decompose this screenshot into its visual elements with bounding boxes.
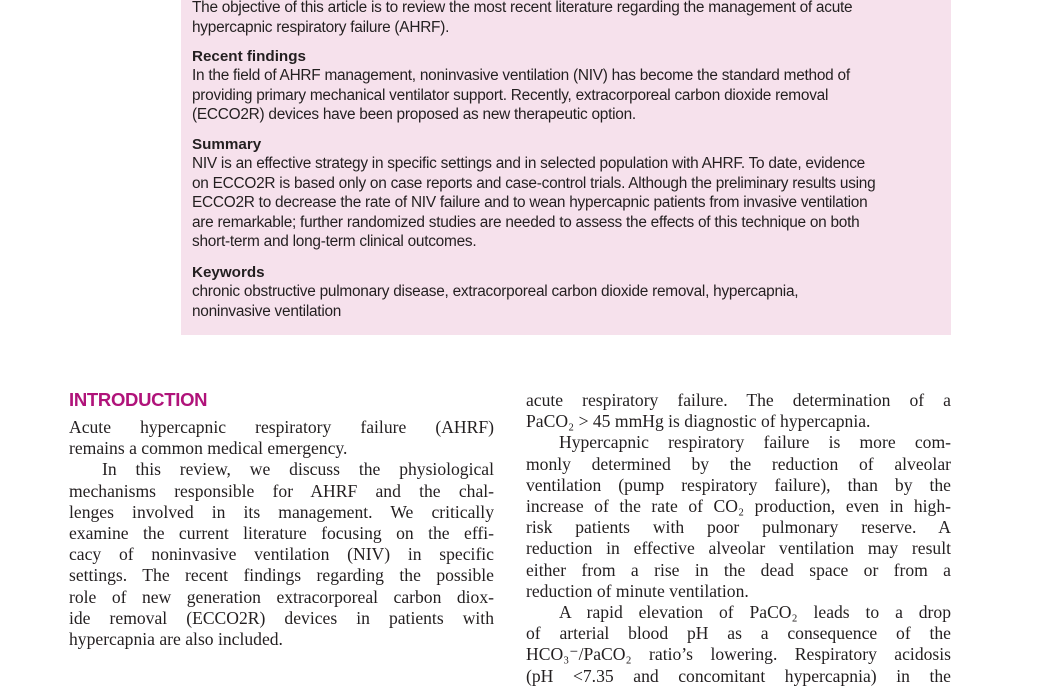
recent-findings-line: In the field of AHRF management, noninvasive ventilation (NIV) has become the standard method of <box>192 67 850 84</box>
body-line: increase of the rate of CO₂ production, even in high- <box>526 496 951 517</box>
body-line: acute respiratory failure. The determination of a <box>526 390 951 410</box>
body-line: either from a rise in the dead space or from a <box>526 559 951 580</box>
summary-line: ECCO2R to decrease the rate of NIV failure and to wean hypercapnic patients from invasive ventilation <box>192 194 868 212</box>
recent-findings-line: providing primary mechanical ventilator support. Recently, extracorporeal carbon dioxide removal <box>192 86 829 104</box>
recent-findings-heading: Recent findings <box>192 48 306 65</box>
body-line: monly determined by the reduction of alveolar <box>526 453 951 474</box>
body-line: hypercapnia are also included. <box>69 629 283 650</box>
body-line: settings. The recent findings regarding the possible <box>69 565 494 586</box>
body-line: of arterial blood pH as a consequence of the <box>526 623 951 644</box>
summary-line: on ECCO2R is based only on case reports and case-control trials. Although the preliminary results using <box>192 174 876 192</box>
summary-line: NIV is an effective strategy in specific settings and in selected population with AHRF. To date, evidence <box>192 155 865 172</box>
body-line: A rapid elevation of PaCO₂ leads to a drop <box>559 602 951 623</box>
body-line: ide removal (ECCO2R) devices in patients with <box>69 607 494 628</box>
introduction-right-column <box>526 390 951 687</box>
body-line: In this review, we discuss the physiological <box>102 459 494 480</box>
keywords-heading: Keywords <box>192 264 265 281</box>
body-line: HCO₃⁻/PaCO₂ ratio’s lowering. Respiratory acidosis <box>526 644 951 665</box>
body-line: remains a common medical emergency. <box>69 438 348 459</box>
body-line: Hypercapnic respiratory failure is more com- <box>559 432 951 453</box>
abstract-summary <box>192 154 927 252</box>
body-line: examine the current literature focusing on the effi- <box>69 523 494 544</box>
keywords-line: chronic obstructive pulmonary disease, extracorporeal carbon dioxide removal, hypercapnia, <box>192 283 799 300</box>
summary-line: are remarkable; further randomized studies are needed to assess the effects of this technique on both <box>192 213 860 231</box>
summary-heading: Summary <box>192 136 262 153</box>
body-line: (pH <7.35 and concomitant hypercapnia) in the <box>526 665 951 686</box>
body-line: role of new generation extracorporeal carbon diox- <box>69 586 494 607</box>
abstract-recent-findings <box>192 66 927 125</box>
introduction-heading: INTRODUCTION <box>69 389 208 410</box>
keywords-line: noninvasive ventilation <box>192 302 342 320</box>
body-line: ventilation (pump respiratory failure), than by the <box>526 474 951 495</box>
body-line: Acute hypercapnic respiratory failure (AHRF) <box>69 417 494 437</box>
body-line: lenges involved in its management. We critically <box>69 501 494 522</box>
body-line: reduction of minute ventilation. <box>526 580 749 601</box>
body-line: risk patients with poor pulmonary reserve. A <box>526 517 951 538</box>
body-line: reduction in effective alveolar ventilation may result <box>526 538 951 559</box>
body-line: cacy of noninvasive ventilation (NIV) in specific <box>69 544 494 565</box>
recent-findings-line: (ECCO2R) devices have been proposed as new therapeutic option. <box>192 106 636 124</box>
abstract-objective <box>192 0 927 37</box>
objective-line: The objective of this article is to review the most recent literature regarding the management of acute <box>192 0 853 16</box>
introduction-left-column <box>69 417 494 650</box>
body-line: PaCO₂ > 45 mmHg is diagnostic of hypercapnia. <box>526 411 871 432</box>
summary-line: short-term and long-term clinical outcomes. <box>192 233 477 251</box>
body-line: mechanisms responsible for AHRF and the chal- <box>69 480 494 501</box>
abstract-keywords <box>192 282 927 321</box>
objective-line: hypercapnic respiratory failure (AHRF). <box>192 18 450 36</box>
